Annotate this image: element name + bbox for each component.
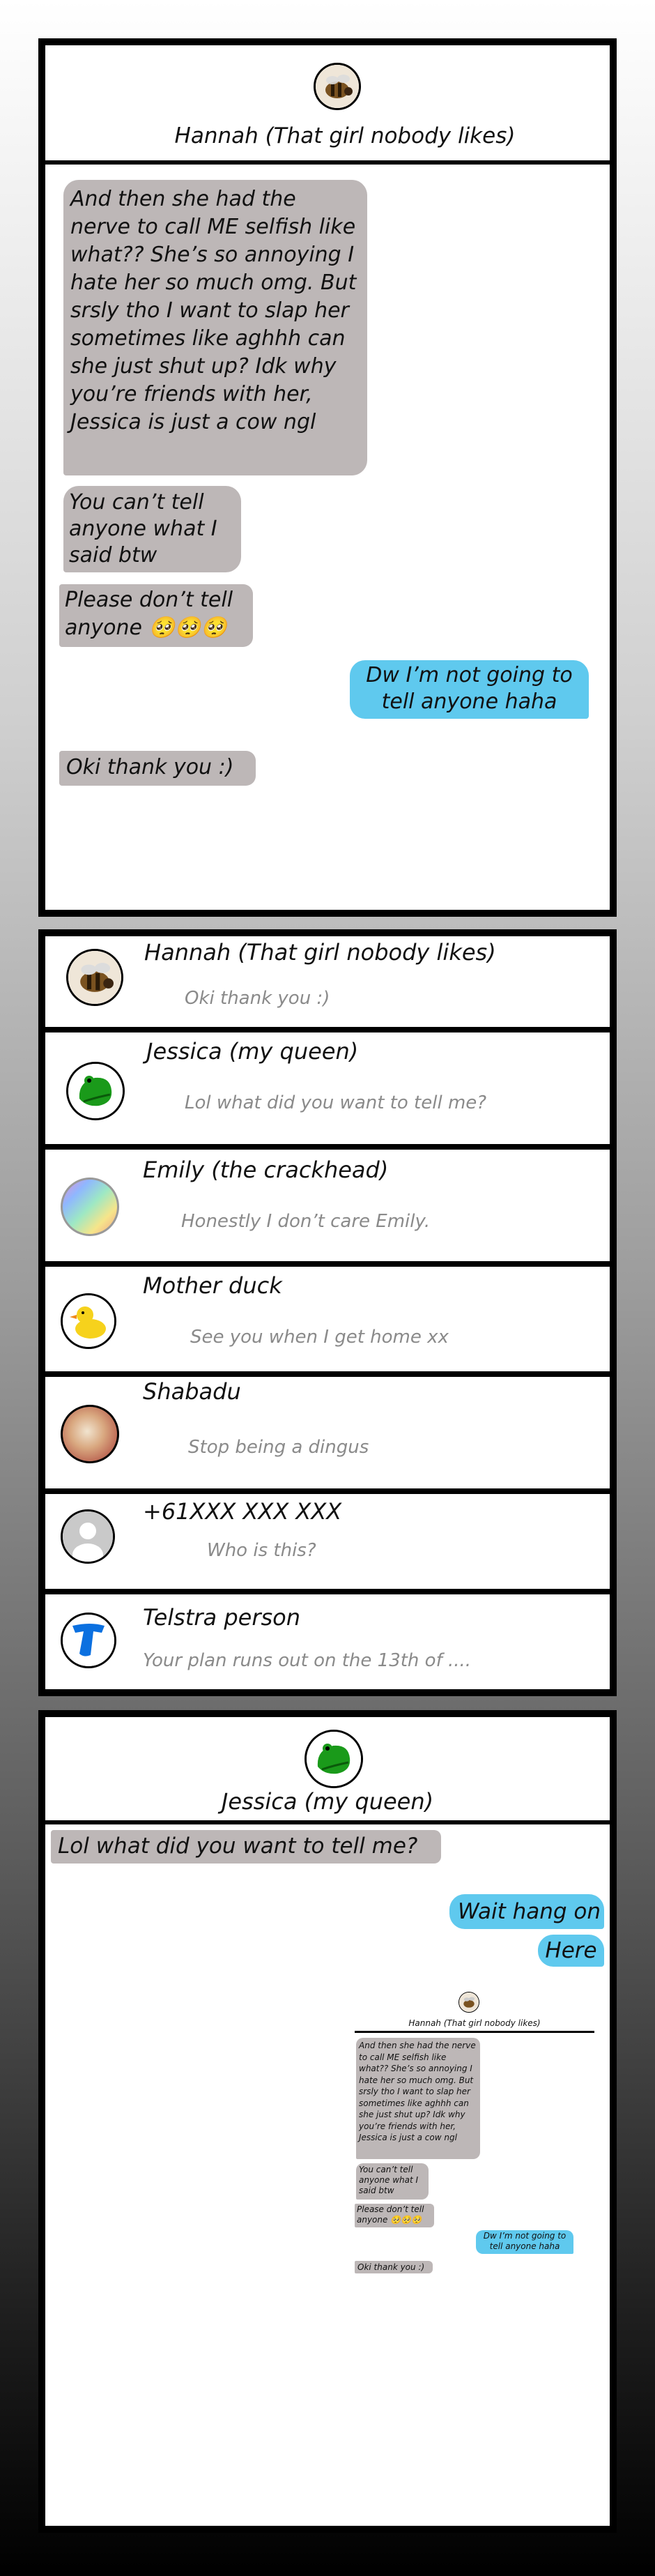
message-bubble-sent[interactable] (449, 1894, 604, 1929)
contact-name: +61XXX XXX XXX (143, 1498, 342, 1525)
duck-avatar-icon (61, 1293, 116, 1349)
message-preview: Lol what did you want to tell me? (185, 1092, 487, 1113)
message-text: Wait hang on (458, 1899, 601, 1924)
contact-name: Shabadu (143, 1378, 241, 1405)
contact-name: Mother duck (143, 1272, 282, 1299)
message-bubble-sent[interactable] (350, 660, 589, 719)
screenshot-contact-name: Hannah (That girl nobody likes) (408, 2018, 541, 2028)
message-text: You can’t tell anyone what I said btw (69, 490, 217, 567)
header-divider (45, 1820, 610, 1824)
telstra-avatar-icon (61, 1613, 116, 1668)
screenshot-bubble-sent (476, 2230, 573, 2254)
message-preview: See you when I get home xx (190, 1327, 449, 1348)
chat-panel-hannah (38, 38, 617, 917)
message-bubble-received[interactable] (59, 584, 253, 647)
screenshot-message-text: Oki thank you :) (357, 2262, 425, 2272)
message-bubble-received[interactable] (63, 486, 241, 572)
header-divider (45, 160, 610, 165)
list-divider (45, 1488, 610, 1494)
conversation-item-jessica[interactable] (45, 1032, 610, 1144)
rainbow-avatar-icon (61, 1178, 119, 1236)
contact-name: Emily (the crackhead) (143, 1157, 389, 1183)
contact-name: Jessica (my queen) (146, 1038, 359, 1065)
bee-avatar-icon (66, 949, 123, 1006)
conversation-list-panel (38, 929, 617, 1696)
message-preview: Oki thank you :) (185, 988, 330, 1009)
contact-name: Telstra person (143, 1604, 301, 1631)
screenshot-bubble-received (356, 2038, 480, 2159)
screenshot-message-text: And then she had the nerve to call ME selfish like what?? She’s so annoying I hate her so much omg. But srsly tho I want to slap her sometimes like aghhh can she just shut up? Idk why you’re friends with her, Jessica is just a cow ngl (359, 2041, 476, 2142)
conversation-item-emily[interactable] (45, 1150, 610, 1261)
list-divider (45, 1027, 610, 1032)
frog-avatar-icon (66, 1062, 125, 1120)
contact-name-title: Jessica (my queen) (221, 1788, 434, 1815)
message-preview: Your plan runs out on the 13th of .... (143, 1650, 472, 1671)
screenshot-message-text: Dw I’m not going to tell anyone haha (483, 2231, 567, 2251)
conversation-item-shabadu[interactable] (45, 1377, 610, 1488)
contact-name: Hannah (That girl nobody likes) (144, 939, 496, 966)
bee-icon (458, 1992, 479, 2013)
message-text: Lol what did you want to tell me? (58, 1834, 418, 1859)
list-divider (45, 1589, 610, 1594)
message-bubble-received[interactable] (51, 1830, 441, 1864)
message-text: And then she had the nerve to call ME selfish like what?? She’s so annoying I hate her so much omg. But srsly tho I want to slap her sometimes like aghhh can she just shut up? Idk why you’re friends with her, Jessica is just a cow ngl (70, 187, 357, 434)
list-divider (45, 1144, 610, 1150)
message-bubble-received[interactable] (63, 180, 367, 475)
shared-screenshot-image[interactable] (352, 1981, 597, 2273)
screenshot-bubble-received (356, 2163, 429, 2200)
conversation-item-telstra[interactable] (45, 1594, 610, 1692)
screenshot-bubble-received (355, 2204, 434, 2227)
message-bubble-sent[interactable] (538, 1935, 604, 1967)
contact-avatar-bee[interactable] (314, 63, 361, 110)
message-text: Please don’t tell anyone 🥺🥺🥺 (65, 588, 233, 640)
screenshot-header-divider (355, 2031, 594, 2033)
message-text: Oki thank you :) (66, 755, 234, 779)
message-bubble-received[interactable] (59, 751, 256, 786)
conversation-item-unknown-number[interactable] (45, 1494, 610, 1589)
list-divider (45, 1371, 610, 1377)
message-preview: Honestly I don’t care Emily. (181, 1211, 431, 1232)
food-avatar-icon (61, 1405, 119, 1463)
conversation-item-hannah[interactable] (45, 936, 610, 1027)
chat-panel-jessica (38, 1710, 617, 2533)
frog-avatar-icon[interactable] (305, 1730, 363, 1788)
conversation-item-mother-duck[interactable] (45, 1267, 610, 1371)
screenshot-bubble-received (355, 2261, 433, 2273)
list-divider (45, 1261, 610, 1267)
default-person-avatar-icon (61, 1509, 115, 1564)
contact-name-title: Hannah (That girl nobody likes) (174, 123, 516, 148)
screenshot-message-text: You can’t tell anyone what I said btw (359, 2165, 419, 2195)
message-text: Dw I’m not going to tell anyone haha (366, 663, 573, 714)
message-preview: Who is this? (207, 1540, 316, 1561)
message-text: Here (545, 1938, 597, 1963)
message-preview: Stop being a dingus (188, 1437, 369, 1458)
bee-icon (316, 65, 359, 108)
screenshot-message-text: Please don’t tell anyone 🥺🥺🥺 (357, 2204, 424, 2225)
